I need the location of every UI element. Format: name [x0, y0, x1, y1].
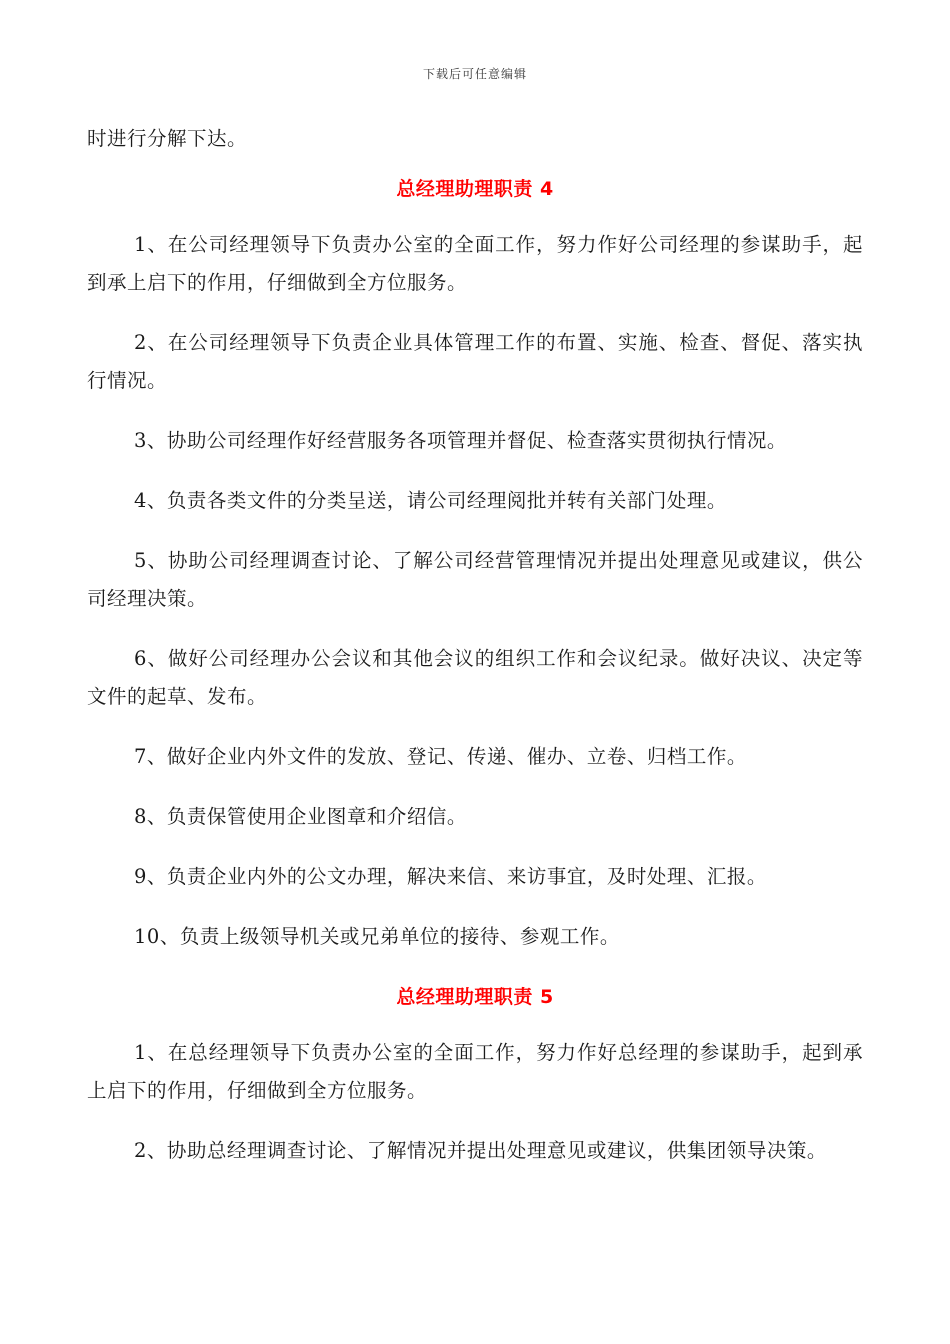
list-item: 2、在公司经理领导下负责企业具体管理工作的布置、实施、检查、督促、落实执行情况。 [87, 331, 863, 392]
list-item: 8、负责保管使用企业图章和介绍信。 [134, 805, 467, 828]
list-item: 1、在总经理领导下负责办公室的全面工作，努力作好总经理的参谋助手，起到承上启下的作用，仔细做到全方位服务。 [87, 1041, 863, 1102]
list-item: 9、负责企业内外的公文办理，解决来信、来访事宜，及时处理、汇报。 [134, 865, 767, 888]
section-title: 总经理助理职责 4 [396, 178, 554, 200]
document-body [87, 120, 863, 1192]
list-item: 6、做好公司经理办公会议和其他会议的组织工作和会议纪录。做好决议、决定等文件的起草、发布。 [87, 647, 863, 708]
section-5 [87, 978, 863, 1170]
page-header-note: 下载后可任意编辑 [422, 67, 527, 81]
list-item: 3、协助公司经理作好经营服务各项管理并督促、检查落实贯彻执行情况。 [134, 429, 787, 452]
section-title: 总经理助理职责 5 [396, 986, 554, 1008]
intro-paragraph: 时进行分解下达。 [87, 127, 248, 150]
list-item: 1、在公司经理领导下负责办公室的全面工作，努力作好公司经理的参谋助手，起到承上启下的作用，仔细做到全方位服务。 [87, 233, 863, 294]
list-item: 5、协助公司经理调查讨论、了解公司经营管理情况并提出处理意见或建议，供公司经理决策。 [87, 549, 863, 610]
list-item: 2、协助总经理调查讨论、了解情况并提出处理意见或建议，供集团领导决策。 [134, 1139, 827, 1162]
section-4 [87, 170, 863, 956]
list-item: 4、负责各类文件的分类呈送，请公司经理阅批并转有关部门处理。 [134, 489, 727, 512]
list-item: 7、做好企业内外文件的发放、登记、传递、催办、立卷、归档工作。 [134, 745, 747, 768]
list-item: 10、负责上级领导机关或兄弟单位的接待、参观工作。 [134, 925, 620, 948]
